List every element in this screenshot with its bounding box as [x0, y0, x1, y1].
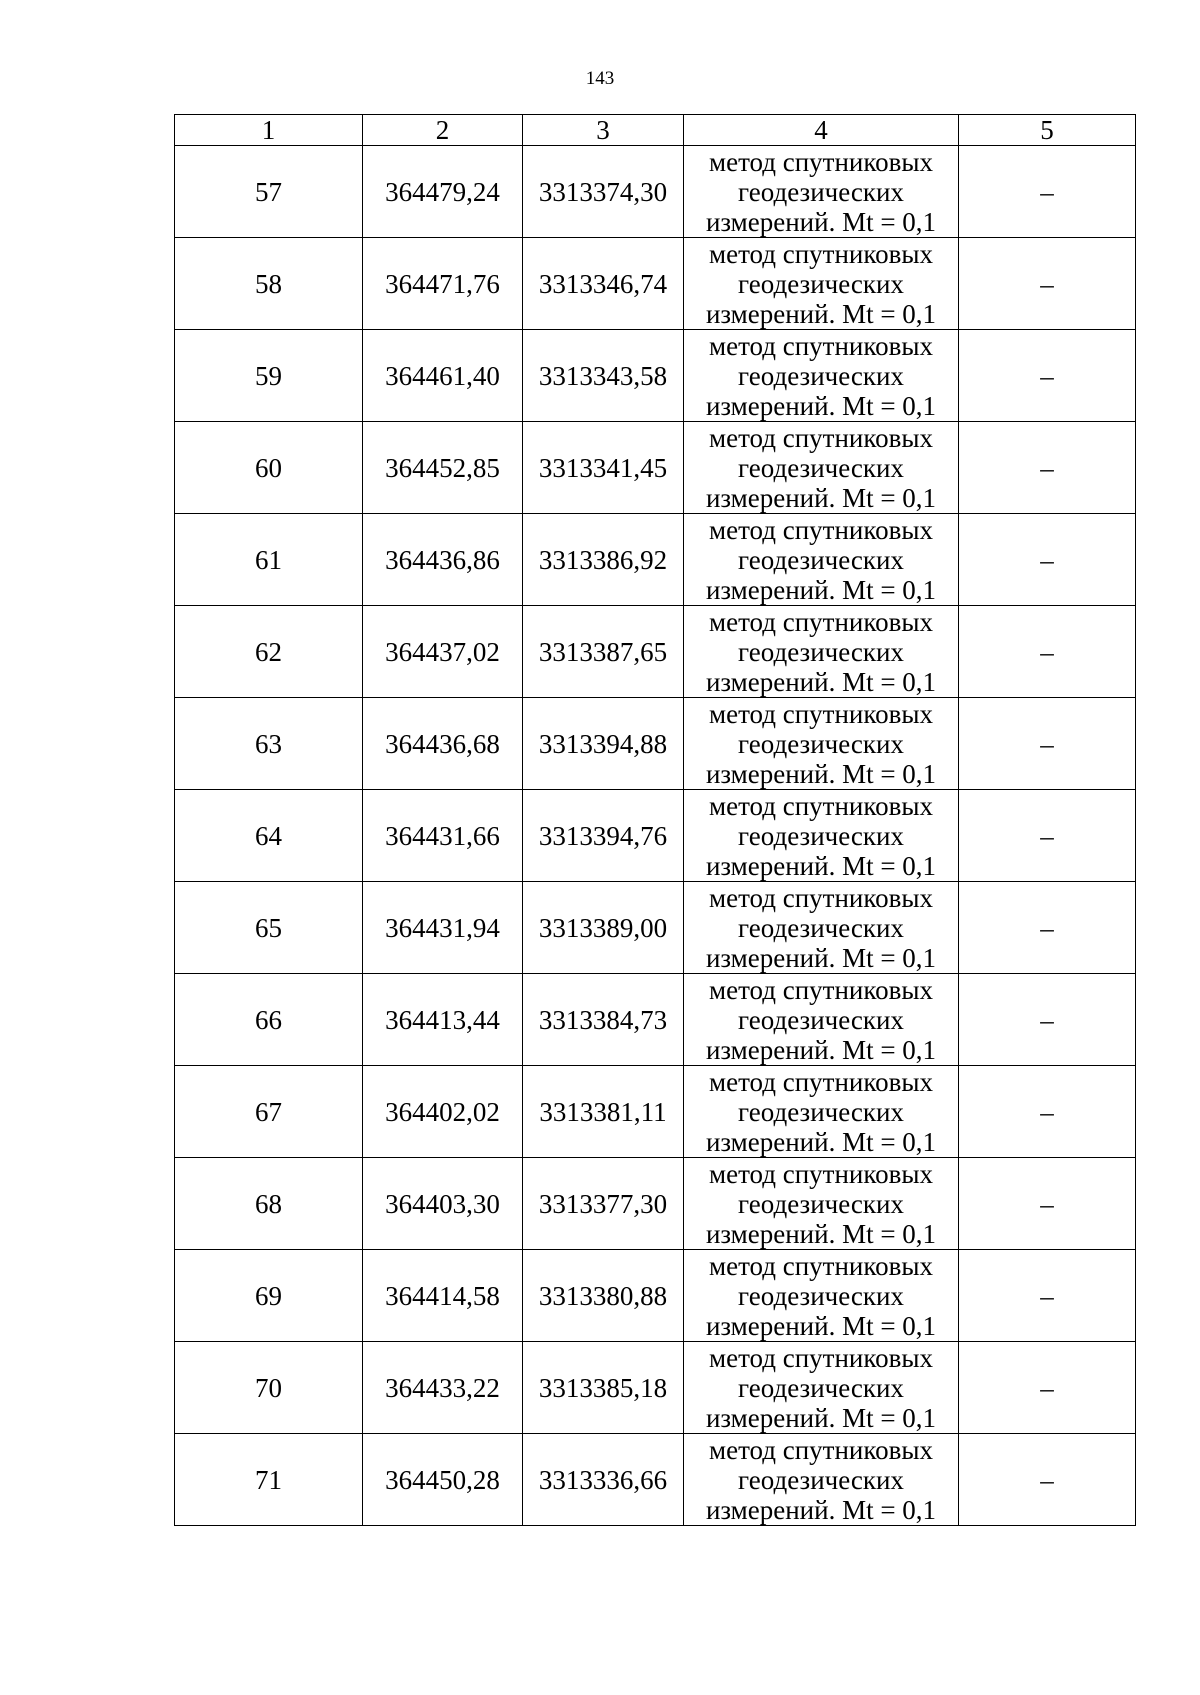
method-cell	[684, 790, 959, 882]
method-text-line: геодезических	[738, 1188, 904, 1219]
method-text-line: метод спутниковых	[709, 974, 933, 1005]
method-text-line: геодезических	[738, 452, 904, 483]
table-row	[175, 238, 1136, 330]
note-cell: –	[959, 146, 1136, 238]
method-text-line: геодезических	[738, 1004, 904, 1035]
method-cell	[684, 1434, 959, 1526]
column-header-5: 5	[959, 115, 1136, 146]
point-number-cell: 59	[175, 330, 363, 422]
note-cell: –	[959, 1158, 1136, 1250]
table-row	[175, 882, 1136, 974]
y-coordinate-cell: 3313384,73	[523, 974, 684, 1066]
y-coordinate-cell: 3313341,45	[523, 422, 684, 514]
method-text-line: геодезических	[738, 728, 904, 759]
y-coordinate-cell: 3313346,74	[523, 238, 684, 330]
x-coordinate-cell: 364433,22	[363, 1342, 523, 1434]
method-cell	[684, 1158, 959, 1250]
method-text-line: геодезических	[738, 912, 904, 943]
table-row	[175, 1342, 1136, 1434]
method-text-line: измерений. Mt = 0,1	[705, 850, 937, 881]
x-coordinate-cell: 364452,85	[363, 422, 523, 514]
point-number-cell: 68	[175, 1158, 363, 1250]
point-number-cell: 62	[175, 606, 363, 698]
column-header-2: 2	[363, 115, 523, 146]
note-cell: –	[959, 422, 1136, 514]
method-text-line: геодезических	[738, 360, 904, 391]
note-cell: –	[959, 606, 1136, 698]
method-text-line: метод спутниковых	[709, 238, 933, 269]
note-cell: –	[959, 330, 1136, 422]
table-row	[175, 1066, 1136, 1158]
method-text-line: измерений. Mt = 0,1	[705, 390, 937, 421]
method-text-line: геодезических	[738, 820, 904, 851]
point-number-cell: 64	[175, 790, 363, 882]
method-cell	[684, 1066, 959, 1158]
table-row	[175, 606, 1136, 698]
method-text-line: геодезических	[738, 1280, 904, 1311]
method-text-line: метод спутниковых	[709, 1250, 933, 1281]
method-cell	[684, 146, 959, 238]
x-coordinate-cell: 364461,40	[363, 330, 523, 422]
y-coordinate-cell: 3313385,18	[523, 1342, 684, 1434]
note-cell: –	[959, 1066, 1136, 1158]
table-row	[175, 698, 1136, 790]
x-coordinate-cell: 364413,44	[363, 974, 523, 1066]
table-header-row	[175, 115, 1136, 146]
method-text-line: измерений. Mt = 0,1	[705, 758, 937, 789]
column-header-3: 3	[523, 115, 684, 146]
method-text-line: геодезических	[738, 176, 904, 207]
y-coordinate-cell: 3313387,65	[523, 606, 684, 698]
method-cell	[684, 238, 959, 330]
table-row	[175, 422, 1136, 514]
method-text-line: метод спутниковых	[709, 1434, 933, 1465]
method-text-line: измерений. Mt = 0,1	[705, 1126, 937, 1157]
table-row	[175, 146, 1136, 238]
x-coordinate-cell: 364479,24	[363, 146, 523, 238]
method-text-line: измерений. Mt = 0,1	[705, 206, 937, 237]
method-text-line: метод спутниковых	[709, 422, 933, 453]
x-coordinate-cell: 364450,28	[363, 1434, 523, 1526]
y-coordinate-cell: 3313374,30	[523, 146, 684, 238]
y-coordinate-cell: 3313394,76	[523, 790, 684, 882]
x-coordinate-cell: 364436,86	[363, 514, 523, 606]
point-number-cell: 67	[175, 1066, 363, 1158]
method-text-line: измерений. Mt = 0,1	[705, 666, 937, 697]
table-row	[175, 1158, 1136, 1250]
point-number-cell: 61	[175, 514, 363, 606]
method-text-line: измерений. Mt = 0,1	[705, 1494, 937, 1525]
point-number-cell: 57	[175, 146, 363, 238]
y-coordinate-cell: 3313389,00	[523, 882, 684, 974]
method-cell	[684, 882, 959, 974]
note-cell: –	[959, 1434, 1136, 1526]
note-cell: –	[959, 698, 1136, 790]
y-coordinate-cell: 3313336,66	[523, 1434, 684, 1526]
method-text-line: метод спутниковых	[709, 790, 933, 821]
method-text-line: измерений. Mt = 0,1	[705, 1402, 937, 1433]
y-coordinate-cell: 3313380,88	[523, 1250, 684, 1342]
method-text-line: метод спутниковых	[709, 330, 933, 361]
method-cell	[684, 330, 959, 422]
method-text-line: метод спутниковых	[709, 882, 933, 913]
method-cell	[684, 698, 959, 790]
method-text-line: метод спутниковых	[709, 1342, 933, 1373]
point-number-cell: 71	[175, 1434, 363, 1526]
note-cell: –	[959, 1250, 1136, 1342]
note-cell: –	[959, 238, 1136, 330]
x-coordinate-cell: 364414,58	[363, 1250, 523, 1342]
note-cell: –	[959, 790, 1136, 882]
method-text-line: геодезических	[738, 544, 904, 575]
table-row	[175, 1434, 1136, 1526]
point-number-cell: 60	[175, 422, 363, 514]
y-coordinate-cell: 3313377,30	[523, 1158, 684, 1250]
method-text-line: метод спутниковых	[709, 146, 933, 177]
point-number-cell: 63	[175, 698, 363, 790]
method-text-line: геодезических	[738, 636, 904, 667]
x-coordinate-cell: 364431,66	[363, 790, 523, 882]
x-coordinate-cell: 364471,76	[363, 238, 523, 330]
coordinates-table	[174, 114, 1136, 1526]
note-cell: –	[959, 514, 1136, 606]
method-text-line: метод спутниковых	[709, 514, 933, 545]
point-number-cell: 65	[175, 882, 363, 974]
method-text-line: измерений. Mt = 0,1	[705, 1310, 937, 1341]
table-row	[175, 514, 1136, 606]
method-text-line: метод спутниковых	[709, 1158, 933, 1189]
table-row	[175, 330, 1136, 422]
method-text-line: измерений. Mt = 0,1	[705, 482, 937, 513]
method-cell	[684, 974, 959, 1066]
y-coordinate-cell: 3313386,92	[523, 514, 684, 606]
point-number-cell: 70	[175, 1342, 363, 1434]
method-cell	[684, 1342, 959, 1434]
method-text-line: геодезических	[738, 1372, 904, 1403]
method-text-line: измерений. Mt = 0,1	[705, 1218, 937, 1249]
x-coordinate-cell: 364437,02	[363, 606, 523, 698]
x-coordinate-cell: 364431,94	[363, 882, 523, 974]
point-number-cell: 69	[175, 1250, 363, 1342]
table-row	[175, 1250, 1136, 1342]
point-number-cell: 66	[175, 974, 363, 1066]
table-row	[175, 790, 1136, 882]
method-text-line: измерений. Mt = 0,1	[705, 298, 937, 329]
method-text-line: измерений. Mt = 0,1	[705, 574, 937, 605]
method-cell	[684, 606, 959, 698]
method-text-line: метод спутниковых	[709, 698, 933, 729]
x-coordinate-cell: 364436,68	[363, 698, 523, 790]
method-text-line: геодезических	[738, 1096, 904, 1127]
page-number: 143	[585, 68, 615, 89]
method-text-line: метод спутниковых	[709, 1066, 933, 1097]
table-row	[175, 974, 1136, 1066]
note-cell: –	[959, 882, 1136, 974]
method-cell	[684, 1250, 959, 1342]
method-cell	[684, 514, 959, 606]
method-cell	[684, 422, 959, 514]
method-text-line: измерений. Mt = 0,1	[705, 942, 937, 973]
method-text-line: метод спутниковых	[709, 606, 933, 637]
x-coordinate-cell: 364402,02	[363, 1066, 523, 1158]
point-number-cell: 58	[175, 238, 363, 330]
x-coordinate-cell: 364403,30	[363, 1158, 523, 1250]
method-text-line: геодезических	[738, 268, 904, 299]
column-header-4: 4	[684, 115, 959, 146]
y-coordinate-cell: 3313381,11	[523, 1066, 684, 1158]
table-body	[175, 146, 1136, 1526]
method-text-line: измерений. Mt = 0,1	[705, 1034, 937, 1065]
y-coordinate-cell: 3313343,58	[523, 330, 684, 422]
note-cell: –	[959, 1342, 1136, 1434]
y-coordinate-cell: 3313394,88	[523, 698, 684, 790]
column-header-1: 1	[175, 115, 363, 146]
method-text-line: геодезических	[738, 1464, 904, 1495]
note-cell: –	[959, 974, 1136, 1066]
